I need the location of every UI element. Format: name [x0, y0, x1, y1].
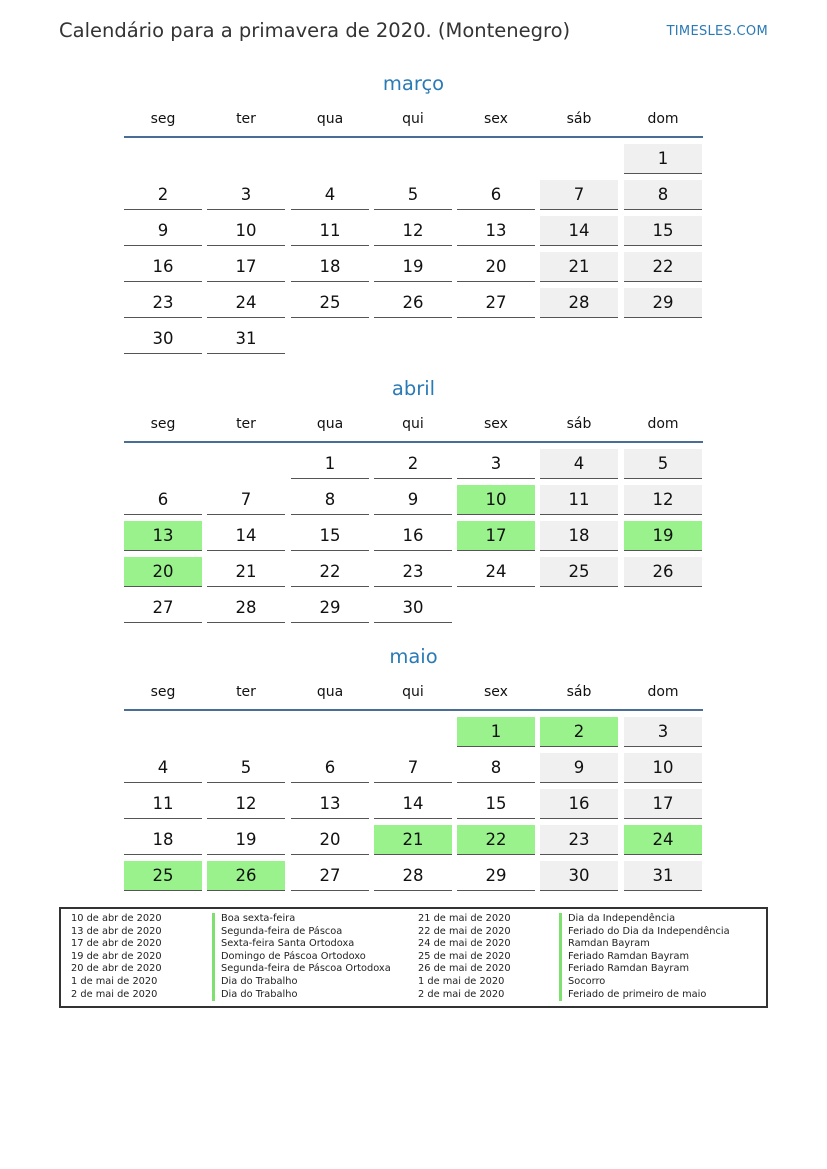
calendar-day: 25 [540, 557, 618, 587]
legend-date: 13 de abr de 2020 [71, 925, 162, 937]
calendar-day: 14 [207, 521, 285, 551]
weekday-header: seg [150, 684, 176, 700]
calendar-day: 8 [624, 180, 702, 210]
weekday-header: qua [316, 684, 344, 700]
month-divider [124, 136, 703, 138]
calendar-day: 24 [624, 825, 702, 855]
calendar-day: 22 [624, 252, 702, 282]
calendar-day: 15 [624, 216, 702, 246]
calendar-day: 9 [124, 216, 202, 246]
legend-date: 17 de abr de 2020 [71, 938, 162, 950]
legend-date: 10 de abr de 2020 [71, 913, 162, 924]
calendar-day: 11 [540, 485, 618, 515]
weekday-header: seg [150, 111, 176, 127]
calendar-day: 29 [457, 861, 535, 891]
calendar-day: 7 [374, 753, 452, 783]
calendar-day: 21 [540, 252, 618, 282]
calendar-day: 28 [207, 593, 285, 623]
legend-date: 25 de mai de 2020 [418, 950, 511, 962]
calendar-day: 28 [540, 288, 618, 318]
calendar-day: 4 [124, 753, 202, 783]
month-title: maio [389, 645, 438, 668]
calendar-day: 14 [540, 216, 618, 246]
legend-holiday-name: Feriado de primeiro de maio [559, 989, 706, 1002]
calendar-day: 19 [374, 252, 452, 282]
legend-date: 19 de abr de 2020 [71, 950, 162, 962]
calendar-day: 22 [457, 825, 535, 855]
calendar-day: 2 [124, 180, 202, 210]
calendar-day: 19 [207, 825, 285, 855]
legend-date: 22 de mai de 2020 [418, 925, 511, 937]
weekday-header: dom [647, 416, 679, 432]
calendar-day: 27 [124, 593, 202, 623]
legend-holiday-name: Feriado Ramdan Bayram [559, 963, 689, 976]
calendar-day: 30 [374, 593, 452, 623]
weekday-header: dom [647, 111, 679, 127]
calendar-day: 17 [624, 789, 702, 819]
legend-holiday-name: Dia do Trabalho [212, 989, 297, 1002]
legend-date: 2 de mai de 2020 [71, 988, 158, 1000]
calendar-day: 29 [291, 593, 369, 623]
calendar-day: 18 [291, 252, 369, 282]
calendar-day: 13 [291, 789, 369, 819]
calendar-day: 25 [124, 861, 202, 891]
calendar-day: 11 [124, 789, 202, 819]
calendar-day: 31 [207, 324, 285, 354]
calendar-day: 29 [624, 288, 702, 318]
calendar-day: 12 [624, 485, 702, 515]
calendar-day: 21 [374, 825, 452, 855]
calendar-day: 21 [207, 557, 285, 587]
legend-date: 26 de mai de 2020 [418, 963, 511, 975]
legend-date: 1 de mai de 2020 [71, 976, 158, 987]
weekday-header: qui [402, 684, 424, 700]
month-title: março [382, 72, 445, 95]
month-divider [124, 441, 703, 443]
weekday-header: sex [484, 416, 508, 432]
legend-holiday-name: Socorro [559, 976, 605, 989]
calendar-day: 26 [207, 861, 285, 891]
calendar-day: 5 [624, 449, 702, 479]
weekday-header: ter [236, 684, 256, 700]
calendar-day: 2 [374, 449, 452, 479]
calendar-day: 4 [291, 180, 369, 210]
calendar-day: 6 [291, 753, 369, 783]
calendar-day: 18 [124, 825, 202, 855]
holiday-legend [59, 907, 768, 1008]
weekday-header: qua [316, 416, 344, 432]
legend-holiday-name: Segunda-feira de Páscoa Ortodoxa [212, 963, 391, 976]
calendar-day: 23 [124, 288, 202, 318]
legend-holiday-name: Feriado do Dia da Independência [559, 926, 730, 939]
page-title: Calendário para a primavera de 2020. (Montenegro) [59, 19, 571, 42]
legend-holiday-name: Ramdan Bayram [559, 938, 650, 951]
calendar-day: 8 [457, 753, 535, 783]
calendar-day: 23 [540, 825, 618, 855]
calendar-day: 6 [457, 180, 535, 210]
calendar-day: 24 [457, 557, 535, 587]
calendar-day: 22 [291, 557, 369, 587]
calendar-day: 16 [374, 521, 452, 551]
calendar-day: 30 [124, 324, 202, 354]
legend-holiday-name: Domingo de Páscoa Ortodoxo [212, 951, 366, 964]
legend-date: 24 de mai de 2020 [418, 938, 511, 950]
calendar-day: 5 [207, 753, 285, 783]
calendar-day: 27 [457, 288, 535, 318]
calendar-day: 6 [124, 485, 202, 515]
calendar-day: 12 [207, 789, 285, 819]
legend-holiday-name: Feriado Ramdan Bayram [559, 951, 689, 964]
calendar-day: 28 [374, 861, 452, 891]
weekday-header: ter [236, 111, 256, 127]
legend-date: 2 de mai de 2020 [418, 988, 505, 1000]
calendar-day: 4 [540, 449, 618, 479]
calendar-day: 2 [540, 717, 618, 747]
legend-date: 20 de abr de 2020 [71, 963, 162, 975]
calendar-day: 7 [207, 485, 285, 515]
calendar-day: 9 [540, 753, 618, 783]
calendar-day: 5 [374, 180, 452, 210]
calendar-day: 18 [540, 521, 618, 551]
calendar-day: 19 [624, 521, 702, 551]
legend-date: 1 de mai de 2020 [418, 976, 505, 987]
weekday-header: dom [647, 684, 679, 700]
calendar-day: 15 [457, 789, 535, 819]
calendar-day: 1 [457, 717, 535, 747]
calendar-day: 26 [374, 288, 452, 318]
legend-holiday-name: Dia do Trabalho [212, 976, 297, 989]
calendar-day: 17 [207, 252, 285, 282]
calendar-day: 24 [207, 288, 285, 318]
calendar-day: 12 [374, 216, 452, 246]
calendar-day: 16 [124, 252, 202, 282]
calendar-day: 8 [291, 485, 369, 515]
calendar-day: 14 [374, 789, 452, 819]
weekday-header: qui [402, 111, 424, 127]
weekday-header: sex [484, 684, 508, 700]
legend-date: 21 de mai de 2020 [418, 913, 511, 924]
calendar-day: 13 [124, 521, 202, 551]
calendar-day: 10 [457, 485, 535, 515]
calendar-day: 20 [291, 825, 369, 855]
calendar-day: 1 [291, 449, 369, 479]
legend-holiday-name: Dia da Independência [559, 913, 675, 926]
calendar-day: 16 [540, 789, 618, 819]
weekday-header: qui [402, 416, 424, 432]
calendar-day: 3 [457, 449, 535, 479]
calendar-day: 30 [540, 861, 618, 891]
calendar-day: 20 [457, 252, 535, 282]
weekday-header: sáb [566, 416, 592, 432]
weekday-header: seg [150, 416, 176, 432]
month-title: abril [391, 377, 436, 400]
weekday-header: ter [236, 416, 256, 432]
calendar-day: 3 [207, 180, 285, 210]
calendar-day: 27 [291, 861, 369, 891]
weekday-header: sáb [566, 111, 592, 127]
calendar-day: 7 [540, 180, 618, 210]
weekday-header: sáb [566, 684, 592, 700]
calendar-day: 26 [624, 557, 702, 587]
legend-holiday-name: Boa sexta-feira [212, 913, 295, 926]
calendar-day: 9 [374, 485, 452, 515]
month-divider [124, 709, 703, 711]
weekday-header: qua [316, 111, 344, 127]
calendar-day: 11 [291, 216, 369, 246]
calendar-day: 13 [457, 216, 535, 246]
weekday-header: sex [484, 111, 508, 127]
calendar-day: 25 [291, 288, 369, 318]
calendar-day: 23 [374, 557, 452, 587]
legend-holiday-name: Sexta-feira Santa Ortodoxa [212, 938, 354, 951]
calendar-day: 3 [624, 717, 702, 747]
calendar-day: 10 [624, 753, 702, 783]
calendar-day: 31 [624, 861, 702, 891]
calendar-day: 10 [207, 216, 285, 246]
legend-holiday-name: Segunda-feira de Páscoa [212, 926, 342, 939]
calendar-day: 17 [457, 521, 535, 551]
calendar-day: 1 [624, 144, 702, 174]
calendar-day: 15 [291, 521, 369, 551]
calendar-day: 20 [124, 557, 202, 587]
brand-logo[interactable]: TIMESLES.COM [666, 24, 768, 39]
